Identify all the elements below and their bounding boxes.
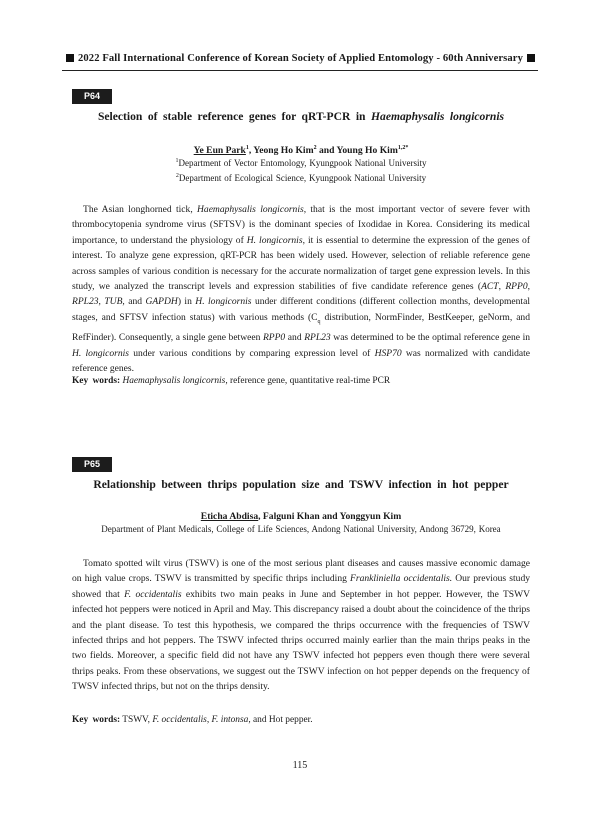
keywords-p65: Key words: TSWV, F. occidentalis, F. intonsa, and Hot pepper.	[72, 715, 313, 725]
abstract-p65: Tomato spotted wilt virus (TSWV) is one of the most serious plant diseases and causes massive economic damage on high value crops. TSWV is transmitted by specific thrips including Frankliniella occidentalis. Our previous study showed that F. occidentalis exhibits two main peaks in June and September in hot pepper. However, the TSWV infected hot peppers were noticed in April and May. This discrepancy raised a doubt about the coincidence of the thrips and the plant disease. To test this hypothesis, we compared the thrips occurrence with the frequencies of TSWV infected thrips and hot peppers. The TSWV infected thrips occurred mainly earlier than the main thrips peaks in the two fields. Moreover, a specific field did not have any TSWV infected hot peppers even though there were several thrips peaks. From these observations, we suggest out the TSWV infection on hot pepper depends on the frequency of TWSV infected thrips, but not on the thrips density.	[72, 558, 530, 693]
conference-header	[62, 53, 538, 64]
poster-title-p64: Selection of stable reference genes for qRT-PCR in Haemaphysalis longicornis	[97, 110, 505, 123]
affiliation-p65: Department of Plant Medicals, College of Life Sciences, Andong National University, Andong 36729, Korea	[101, 524, 501, 534]
poster-badge-p64: P64	[72, 89, 112, 104]
poster-badge-p65: P65	[72, 457, 112, 472]
poster-title-p65: Relationship between thrips population size and TSWV infection in hot pepper	[93, 478, 509, 491]
square-bullet-icon	[527, 54, 535, 62]
keywords-p64: Key words: Haemaphysalis longicornis, reference gene, quantitative real-time PCR	[72, 376, 391, 386]
affiliation-line: $^1$Department of Vector Entomology, Kyungpook National University	[175, 158, 427, 168]
header-rule	[62, 70, 538, 71]
conference-title: 2022 Fall International Conference of Korean Society of Applied Entomology - 60th Anniversary	[78, 53, 524, 64]
affiliations-p64	[72, 155, 530, 185]
authors-p65: Eticha Abdisa, Falguni Khan and Yonggyun Kim	[200, 511, 402, 522]
affiliation-line: $^2$Department of Ecological Science, Kyungpook National University	[175, 173, 427, 183]
page-number: 115	[292, 760, 308, 771]
authors-p64: Ye Eun Park$^1$, Yeong Ho Kim$^2$ and Young Ho Kim$^{1,2*}$	[193, 145, 409, 157]
square-bullet-icon	[66, 54, 74, 62]
abstract-p64: The Asian longhorned tick, Haemaphysalis longicornis, that is the most important vector of severe fever with thrombocytopenia syndrome virus (SFTSV) is the dominant species of Ixodidae in Korea. Considering its medical importance, to understand the physiology of H. longicornis, it is essential to determine the expression of the genes of interest. To analyze gene expression, qRT-PCR has been widely used. However, selection of reliable reference gene across samples of various condition is necessary for the accurate normalization of target gene expression levels. In this study, we analyzed the transcript levels and expression stabilities of five candidate reference genes (ACT, RPP0, RPL23, TUB, and GAPDH) in H. longicornis under different conditions (different collection months, developmental stages, and SFTSV infection status) with various methods ($C_q$ distribution, NormFinder, BestKeeper, geNorm, and RefFinder). Consequently, a single gene between RPP0 and RPL23 was determined to be the optimal reference gene in H. longicornis under various conditions by comparing expression level of HSP70 was normalized with candidate reference genes.	[72, 204, 530, 374]
